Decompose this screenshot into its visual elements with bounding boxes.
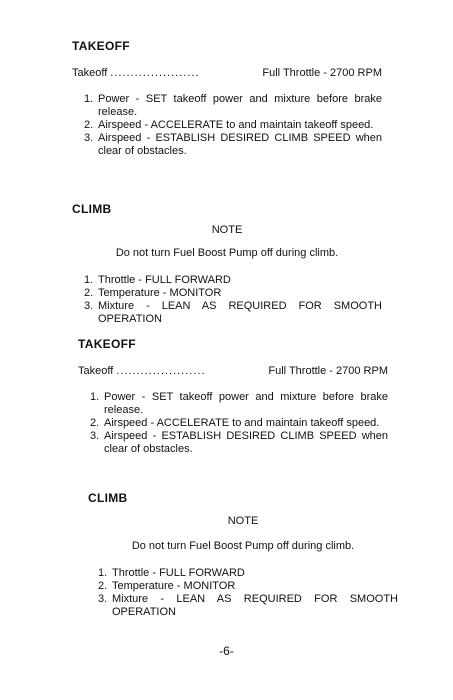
note-title: NOTE [227, 515, 259, 527]
list-item: 2. Temperature - MONITOR [84, 287, 222, 299]
list-item: 1. Power - SET takeoff power and mixture before brake release. [90, 391, 388, 416]
leader-dots: ...................... [116, 365, 206, 377]
takeoff-heading: TAKEOFF [72, 39, 130, 53]
list-item: 2. Temperature - MONITOR [98, 580, 236, 592]
page-number: -6- [219, 644, 234, 658]
note-text: Do not turn Fuel Boost Pump off during climb. [131, 540, 355, 552]
climb-section-1 [72, 203, 382, 326]
leader-value: Full Throttle - 2700 RPM [262, 67, 382, 79]
takeoff-leader-line [78, 365, 388, 378]
list-item: 3. Airspeed - ESTABLISH DESIRED CLIMB SPEED when clear of obstacles. [84, 132, 382, 157]
takeoff-section-2 [78, 338, 388, 456]
leader-value: Full Throttle - 2700 RPM [268, 365, 388, 377]
list-item: 2. Airspeed - ACCELERATE to and maintain takeoff speed. [84, 119, 374, 131]
takeoff-heading: TAKEOFF [78, 337, 136, 351]
climb-steps [84, 274, 382, 326]
climb-heading: CLIMB [72, 202, 112, 216]
note-text: Do not turn Fuel Boost Pump off during climb. [115, 247, 339, 259]
leader-dots: ...................... [110, 67, 200, 79]
climb-steps [98, 567, 398, 619]
list-item: 1. Throttle - FULL FORWARD [98, 567, 245, 579]
leader-label: Takeoff [78, 365, 114, 377]
list-item: 1. Throttle - FULL FORWARD [84, 274, 231, 286]
takeoff-steps [84, 93, 382, 158]
list-item: 3. Airspeed - ESTABLISH DESIRED CLIMB SPEED when clear of obstacles. [90, 430, 388, 455]
list-item: 1. Power - SET takeoff power and mixture before brake release. [84, 93, 382, 118]
climb-heading: CLIMB [88, 491, 128, 505]
note-title: NOTE [211, 224, 243, 236]
takeoff-section-1 [72, 40, 382, 158]
takeoff-leader-line [72, 67, 382, 80]
list-item: 2. Airspeed - ACCELERATE to and maintain takeoff speed. [90, 417, 380, 429]
list-item: 3. Mixture - LEAN AS REQUIRED FOR SMOOTH OPERATION [84, 300, 382, 325]
leader-label: Takeoff [72, 67, 108, 79]
list-item: 3. Mixture - LEAN AS REQUIRED FOR SMOOTH OPERATION [98, 593, 398, 618]
climb-section-2 [88, 492, 398, 619]
takeoff-steps [90, 391, 388, 456]
